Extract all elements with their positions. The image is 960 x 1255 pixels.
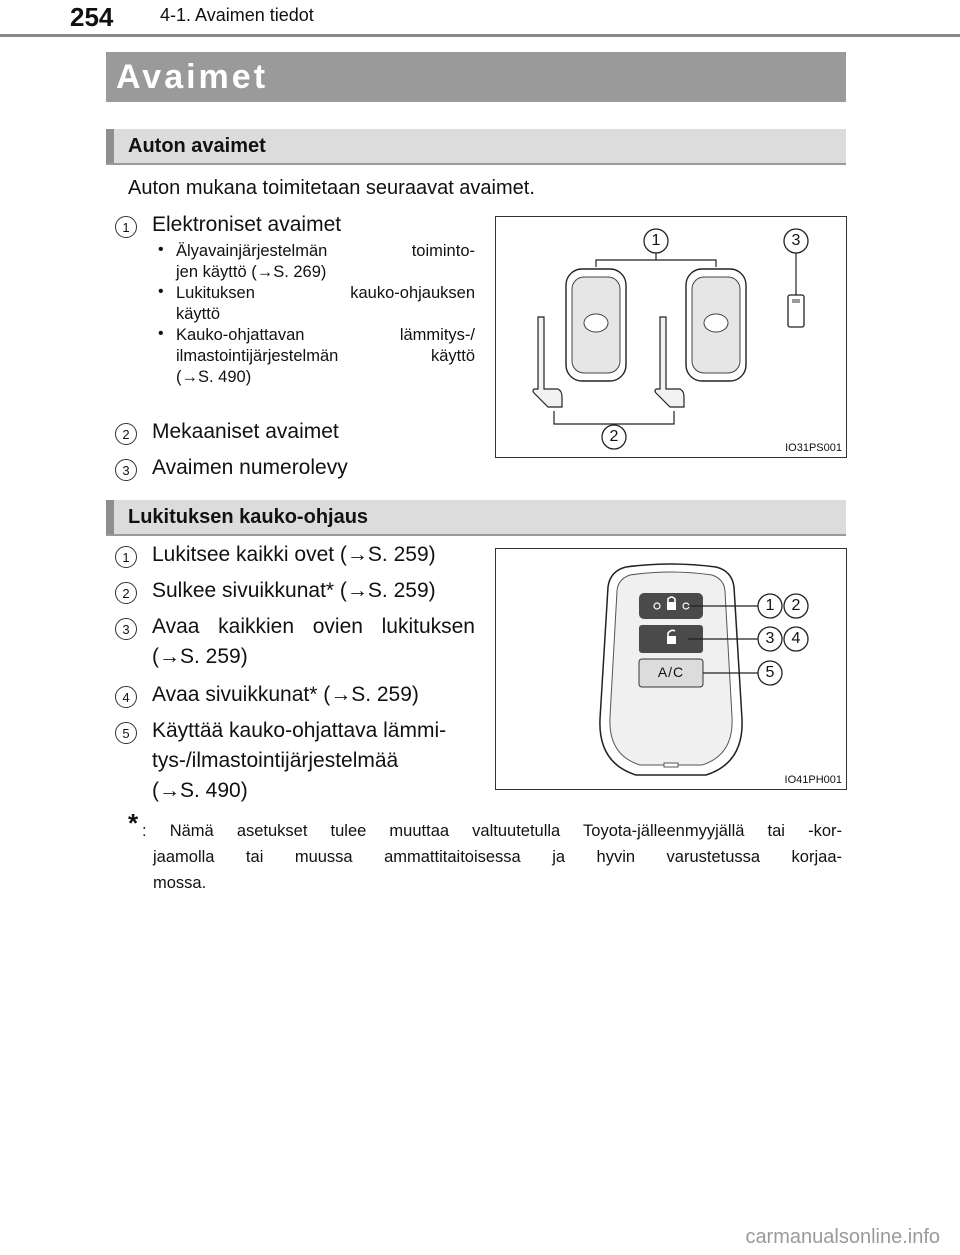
item-number: 1 [115,546,137,568]
bullet-item [158,283,475,325]
item-label: Lukitsee kaikki ovet (→S. 259) [152,543,436,566]
heading-bar [106,500,114,534]
item-label: Elektroniset avaimet [152,213,342,236]
item-number: 3 [115,459,137,481]
mechanical-key-icon [533,317,562,407]
watermark: carmanualsonline.info [745,1226,940,1248]
item-number: 5 [115,722,137,744]
item-label: Avaa sivuikkunat* (→S. 259) [152,683,419,706]
figure-id: IO41PH001 [784,774,842,786]
callout-label: 1 [651,232,661,249]
item-number: 2 [115,582,137,604]
mechanical-key-icon [655,317,684,407]
item-label: tys-/ilmastointijärjestelmää [152,749,399,772]
footnote-line: mossa. [153,874,207,892]
keys-drawing [496,217,846,457]
item-label: Käyttää kauko-ohjattava lämmi- [152,719,447,742]
callout-label: 4 [791,630,801,647]
main-title-bar [106,52,846,102]
ac-button-label: A/C [657,664,685,680]
callout-label: 3 [765,630,775,647]
callout-label: 1 [765,597,775,614]
callout-label: 2 [791,597,801,614]
callout-label: 3 [791,232,801,249]
main-title: Avaimet [116,58,269,96]
section-heading-auton-avaimet [106,129,846,165]
item-label: (→S. 259) [152,645,248,668]
bullet-item [158,241,475,283]
item-number: 4 [115,686,137,708]
footnote-marker: * [128,808,139,838]
item-number: 1 [115,216,137,238]
section-intro: Auton mukana toimitetaan seuraavat avaimet. [128,177,535,199]
figure-id: IO31PS001 [785,442,842,454]
item-number: 3 [115,618,137,640]
callout-label: 2 [609,428,619,445]
item-label: Avaimen numerolevy [152,456,348,479]
item-number: 2 [115,423,137,445]
bullet-line: ilmastointijärjestelmän käyttö [176,347,475,365]
header-rule [0,34,960,37]
item-label: Avaa kaikkien ovien lukituksen [152,615,475,638]
bullet-dot: • [158,325,164,342]
smart-key-icon [566,269,626,381]
section-title: Auton avaimet [128,135,266,157]
bullet-line: Älyavainjärjestelmän toiminto- [176,242,475,260]
page-number: 254 [70,2,114,32]
bullet-dot: • [158,241,164,258]
footnote-line: : Nämä asetukset tulee muuttaa valtuutetulla Toyota-jälleenmyyjällä tai -kor- [142,822,842,840]
footnote-line: jaamolla tai muussa ammattitaitoisessa ja hyvin varustetussa korjaa- [153,848,842,866]
smart-key-icon [686,269,746,381]
bullet-list [158,241,475,388]
bullet-item [158,325,475,388]
item-label: Sulkee sivuikkunat* (→S. 259) [152,579,436,602]
item-label: Mekaaniset avaimet [152,420,339,443]
bullet-line: (→S. 490) [176,368,252,386]
section-heading-lukituksen-kauko-ohjaus [106,500,846,536]
item-label: (→S. 490) [152,779,248,802]
bullet-line: Lukituksen kauko-ohjauksen [176,284,475,302]
keys-illustration [495,216,847,458]
callout-label: 5 [765,664,775,681]
bullet-dot: • [158,283,164,300]
bullet-line: Kauko-ohjattavan lämmitys-/ [176,326,475,344]
chapter-title: 4-1. Avaimen tiedot [160,5,314,25]
bullet-line: käyttö [176,305,221,323]
bullet-line: jen käyttö (→S. 269) [176,263,327,281]
heading-bar [106,129,114,163]
remote-illustration [495,548,847,790]
section-title: Lukituksen kauko-ohjaus [128,506,369,528]
